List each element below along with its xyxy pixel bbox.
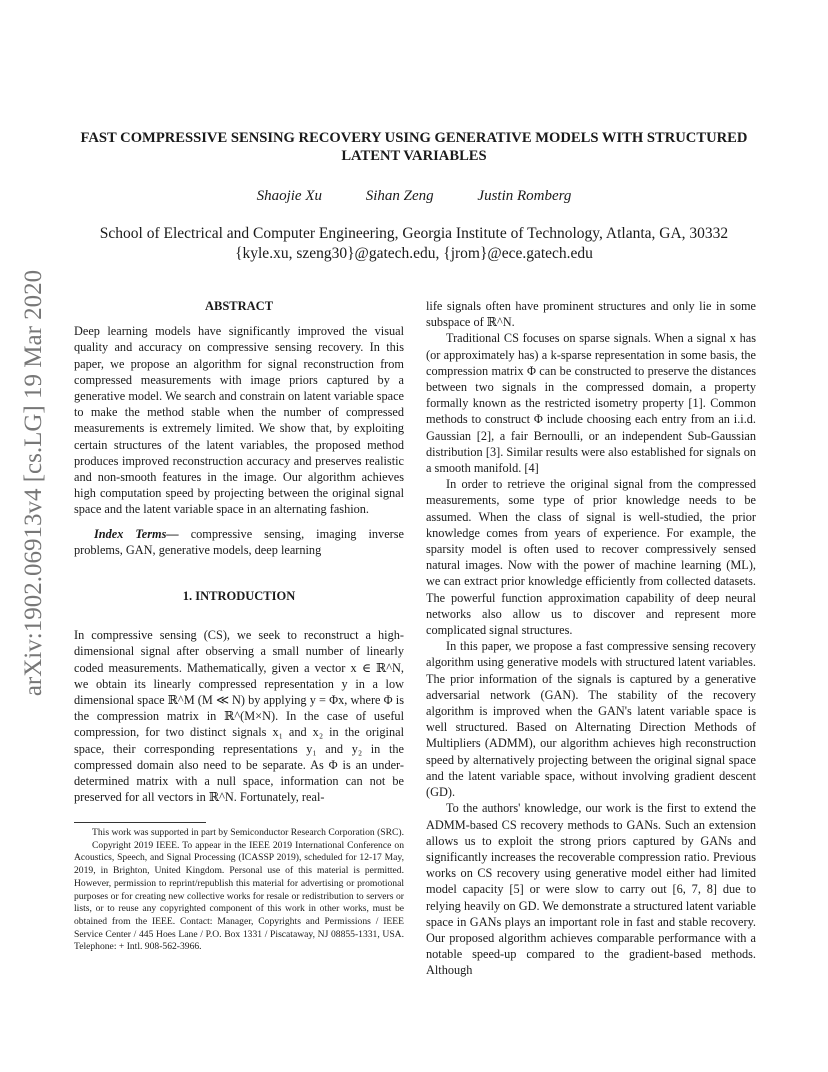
footnote-rule [74, 822, 206, 823]
author-list [0, 188, 828, 205]
footnote-copyright: Copyright 2019 IEEE. To appear in the IEEE 2019 International Conference on Acoustics, Speech, and Signal Processing (ICASSP 2019), scheduled for 12-17 May, 2019, in Brighton, United Kingdom. Personal use of this material is permitted. However, permission to reprint/republish this material for advertising or promotional purposes or for creating new collective works for resale or redistribution to servers or lists, or to reuse any copyrighted component of this work in other works, must be obtained from the IEEE. Contact: Manager, Copyrights and Permissions / IEEE Service Center / 445 Hoes Lane / P.O. Box 1331 / Piscataway, NJ 08855-1331, USA. Telephone: + Intl. 908-562-3966. [74, 839, 404, 953]
footnotes [74, 827, 404, 954]
intro-paragraph: In compressive sensing (CS), we seek to reconstruct a high-dimensional signal after observing a small number of linearly coded measurements. Mathematically, given a vector x ∈ ℝ^N, we obtain its linearly compressed representation y in a low dimensional space ℝ^M (M ≪ N) by applying y = Φx, where Φ is the compression matrix in ℝ^(M×N). In the case of useful compression, for two distinct signals x₁ and x₂ in the original space, their corresponding representations y₁ and y₂ in the compressed domain also need to be separate. As Φ is an under-determined matrix with a null space, information can not be preserved for all vectors in ℝ^N. Fortunately, real- [74, 628, 404, 805]
body-paragraph: To the authors' knowledge, our work is the first to extend the ADMM-based CS recovery methods to GANs. Such an extension allows us to exploit the strong priors captured by GANs and significantly increases the recoverable compression ratio. Previous works on CS recovery using generative model either had limited model capacity [5] or were slow to carry out [6, 7, 8] due to relying heavily on GD. We demonstrate a structured latent variable space in GANs plays an important role in fast and stable recovery. Our proposed algorithm achieves comparable performance with a notable speed-up compared to the gradient-based methods. Although [426, 801, 756, 978]
abstract-text: Deep learning models have significantly improved the visual quality and accuracy on compressive sensing recovery. In this paper, we propose an algorithm for signal reconstruction from compressed measurements with image priors captured by a generative model. We search and constrain on latent variable space to make the method stable when the number of compressed measurements is extremely limited. We show that, by exploiting certain structures of the latent variables, the proposed method produces improved reconstruction accuracy and preserves realistic and non-smooth features in the image. Our algorithm achieves high computation speed by projecting between the original signal space and the latent variable space in an alternating fashion. [74, 324, 404, 517]
introduction-heading: 1. INTRODUCTION [182, 589, 296, 604]
index-terms-label: Index Terms— [94, 526, 179, 541]
index-terms [74, 526, 404, 558]
affiliation-block [0, 224, 828, 264]
paper-title: FAST COMPRESSIVE SENSING RECOVERY USING GENERATIVE MODELS WITH STRUCTURED LATENT VARIABLES [80, 130, 748, 164]
author-name: Shaojie Xu [256, 188, 322, 204]
left-column [74, 298, 404, 805]
author-name: Justin Romberg [477, 188, 572, 204]
footnote-funding: This work was supported in part by Semiconductor Research Corporation (SRC). [92, 827, 405, 838]
right-column [426, 298, 756, 979]
body-paragraph: Traditional CS focuses on sparse signals. When a signal x has (or approximately has) a k-sparse representation in some basis, the compression matrix Φ can be constructed to preserve the distances between two signals in the compressed domain, a property formally known as the restricted isometry property [1]. Common methods to construct Φ include choosing each entry from an i.i.d. Gaussian [2], a fair Bernoulli, or an independent Sub-Gaussian distribution [3]. Similar results were also established for signals on a smooth manifold. [4] [426, 331, 756, 476]
body-paragraph: life signals often have prominent structures and only lie in some subspace of ℝ^N. [426, 299, 756, 330]
email-addresses: {kyle.xu, szeng30}@gatech.edu, {jrom}@ece.gatech.edu [235, 245, 593, 262]
body-paragraph: In this paper, we propose a fast compressive sensing recovery algorithm using generative models with structured latent variables. The prior information of the signals is captured by a generative adversarial network (GAN). The stability of the recovery algorithm is improved when the GAN's latent variable space is well structured. Based on Alternating Direction Methods of Multipliers (ADMM), our algorithm achieves high reconstruction speed by alternatively projecting between the original signal space and the latent variable space, without involving gradient descent (GD). [426, 639, 756, 800]
arxiv-stamp [14, 269, 54, 697]
abstract-heading: ABSTRACT [204, 299, 274, 313]
body-paragraph: In order to retrieve the original signal from the compressed measurements, some type of prior knowledge needs to be assumed. When the class of signal is well-studied, the prior knowledge comes from years of experience. For example, the sparsity model is often used to recover compressively sensed natural images. Now with the power of machine learning (ML), we can extract prior knowledge efficiently from collected datasets. The powerful function approximation capability of deep neural networks also allow us to discover and represent more complicated signal structures. [426, 477, 756, 638]
arxiv-identifier[interactable]: arXiv:1902.06913v4 [cs.LG] 19 Mar 2020 [20, 269, 47, 697]
affiliation: School of Electrical and Computer Engineering, Georgia Institute of Technology, Atlanta, GA, 30332 [99, 225, 729, 242]
author-name: Sihan Zeng [365, 188, 434, 204]
index-terms-text: compressive sensing, imaging inverse problems, GAN, generative models, deep learning [74, 526, 404, 557]
